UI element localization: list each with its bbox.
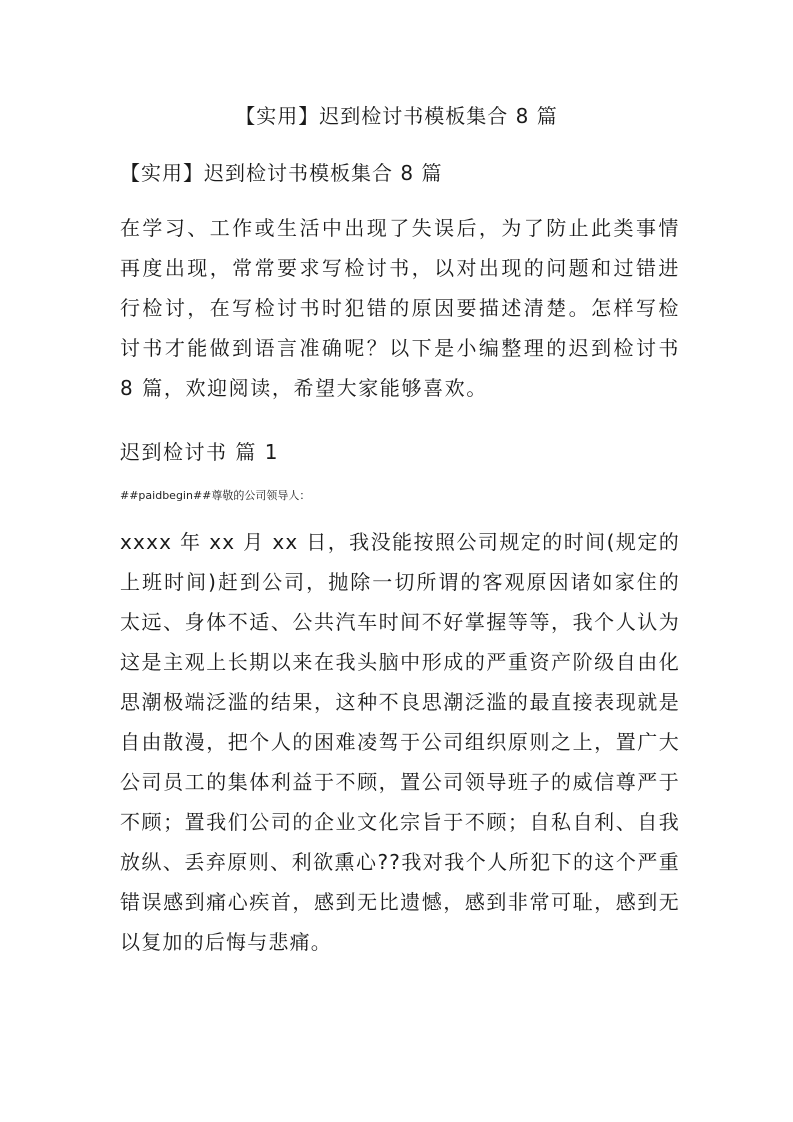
document-title: 【实用】迟到检讨书模板集合 8 篇 — [235, 104, 558, 128]
intro-paragraph: 在学习、工作或生活中出现了失误后，为了防止此类事情再度出现，常常要求写检讨书，以对出现的问题和过错进行检讨，在写检讨书时犯错的原因要描述清楚。怎样写检讨书才能做到语言准确呢？以下是小编整理的迟到检讨书 8 篇，欢迎阅读，希望大家能够喜欢。 — [120, 216, 680, 400]
letter-greeting: ##paidbegin##尊敬的公司领导人： — [120, 489, 311, 502]
section-heading: 迟到检讨书 篇 1 — [120, 440, 279, 464]
document-subtitle: 【实用】迟到检讨书模板集合 8 篇 — [120, 161, 443, 185]
body-paragraph: xxxx 年 xx 月 xx 日，我没能按照公司规定的时间(规定的上班时间)赶到公司，抛除一切所谓的客观原因诸如家住的太远、身体不适、公共汽车时间不好掌握等等，我个人认为这是主观上长期以来在我头脑中形成的严重资产阶级自由化思潮极端泛滥的结果，这种不良思潮泛滥的最直接表现就是自由散漫，把个人的困难凌驾于公司组织原则之上，置广大公司员工的集体利益于不顾，置公司领导班子的威信尊严于不顾；置我们公司的企业文化宗旨于不顾；自私自利、自我放纵、丢弃原则、利欲熏心??我对我个人所犯下的这个严重错误感到痛心疾首，感到无比遗憾，感到非常可耻，感到无以复加的后悔与悲痛。 — [120, 530, 680, 954]
